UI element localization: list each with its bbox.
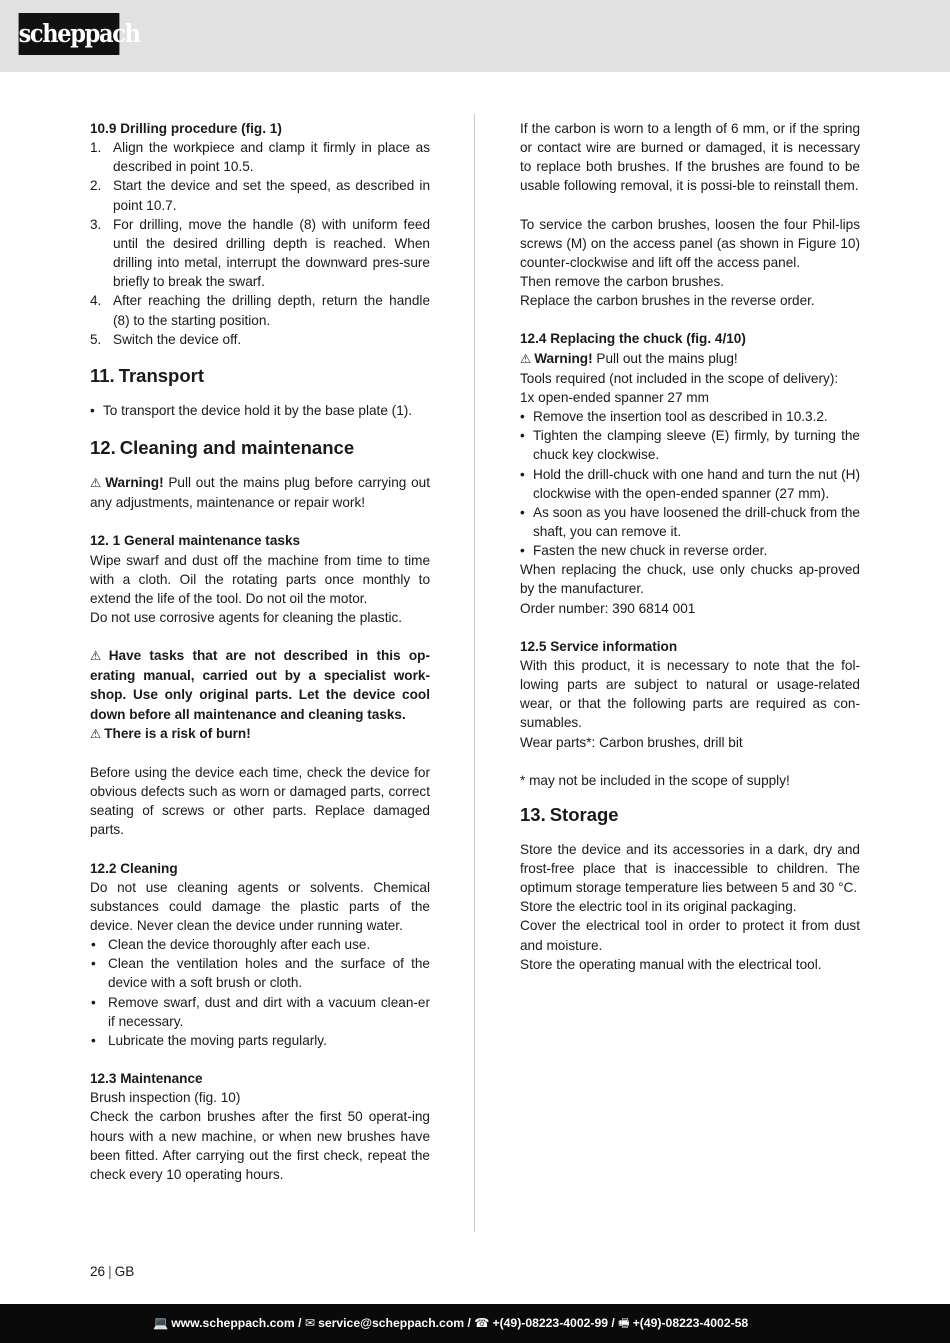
drilling-step bbox=[90, 215, 430, 292]
scheppach-logo: scheppach bbox=[19, 13, 120, 55]
step-number: 3. bbox=[90, 216, 102, 232]
footnote: * may not be included in the scope of supply! bbox=[520, 772, 790, 788]
step-text: For drilling, move the handle (8) with uniform feed until the desired drilling depth is reached. When drilling into metal, interrupt the downward pres-sure briefly to break the swarf. bbox=[113, 216, 430, 290]
page-number: 26 | GB bbox=[90, 1264, 135, 1279]
paragraph: Wipe swarf and dust off the machine from time to time with a cloth. Oil the rotating parts once monthly to extend the life of the tool. Do not oil the motor. bbox=[90, 552, 430, 606]
warning-text: Pull out the mains plug before carrying out any adjustments, maintenance or repair work! bbox=[90, 475, 430, 511]
chuck-warning bbox=[520, 349, 860, 369]
transport-list bbox=[90, 401, 430, 420]
page-header bbox=[0, 0, 950, 72]
step-text: Start the device and set the speed, as described in point 10.7. bbox=[113, 178, 430, 213]
section-12-1-title: 12. 1 General maintenance tasks bbox=[90, 533, 301, 549]
paragraph: Store the operating manual with the electrical tool. bbox=[520, 956, 822, 972]
list-item: • Remove swarf, dust and dirt with a vacuum clean-er if necessary. bbox=[90, 993, 430, 1031]
list-item: • Clean the ventilation holes and the surface of the device with a soft brush or cloth. bbox=[90, 954, 430, 992]
step-number: 4. bbox=[90, 293, 102, 309]
paragraph: Brush inspection (fig. 10) bbox=[90, 1090, 241, 1106]
section-number: 11. bbox=[90, 364, 115, 386]
list-item: • Remove the insertion tool as described in 10.3.2. bbox=[520, 407, 860, 426]
step-text: Align the workpiece and clamp it firmly in place as described in point 10.5. bbox=[113, 140, 430, 175]
section-title: Storage bbox=[549, 803, 619, 825]
paragraph: When replacing the chuck, use only chucks ap-proved by the manufacturer. bbox=[520, 562, 860, 597]
section-title: Cleaning and maintenance bbox=[119, 437, 355, 459]
chuck-steps-list bbox=[520, 407, 860, 560]
step-number: 1. bbox=[90, 140, 102, 156]
specialist-warning bbox=[90, 646, 430, 724]
fax-icon: 🖷 bbox=[618, 1316, 630, 1330]
paragraph: With this product, it is necessary to note that the fol-lowing parts are subject to natural or usage-related wear, or that the following parts are required as con-sumables. bbox=[520, 657, 860, 731]
step-text: After reaching the drilling depth, return the handle (8) to the starting position. bbox=[113, 293, 430, 328]
warning-text: There is a risk of burn! bbox=[104, 725, 251, 741]
list-item: • Lubricate the moving parts regularly. bbox=[90, 1031, 430, 1050]
drilling-step bbox=[90, 330, 430, 349]
maintenance-warning bbox=[90, 473, 430, 512]
section-10-9-title: 10.9 Drilling procedure (fig. 1) bbox=[90, 121, 282, 136]
paragraph: 1x open-ended spanner 27 mm bbox=[520, 389, 709, 405]
email-link[interactable]: service@scheppach.com bbox=[318, 1316, 465, 1330]
step-number: 2. bbox=[90, 178, 102, 194]
paragraph: If the carbon is worn to a length of 6 mm, or if the spring or contact wire are burned or damaged, it is necessary to replace both brushes. If the brushes are found to be usable following removal, it is possi-ble to reinstall them. bbox=[520, 121, 860, 194]
drilling-step bbox=[90, 138, 430, 176]
warning-icon: ⚠ bbox=[90, 726, 102, 741]
section-number: 12. bbox=[90, 437, 116, 459]
step-number: 5. bbox=[90, 331, 102, 347]
burn-warning bbox=[90, 724, 430, 744]
drilling-step bbox=[90, 176, 430, 214]
phone-number: +(49)-08223-4002-99 bbox=[492, 1316, 608, 1330]
list-item: • Tighten the clamping sleeve (E) firmly, by turning the chuck key clockwise. bbox=[520, 426, 860, 464]
drilling-steps bbox=[90, 138, 430, 349]
section-12-heading bbox=[90, 435, 430, 461]
section-11-heading bbox=[90, 363, 430, 389]
warning-label: Warning! bbox=[534, 350, 593, 366]
phone-icon: ☎ bbox=[474, 1316, 490, 1330]
list-item: • To transport the device hold it by the base plate (1). bbox=[90, 401, 430, 420]
paragraph: Before using the device each time, check the device for obvious defects such as worn or damaged parts, correct seating of screws or other parts. Replace damaged parts. bbox=[90, 764, 430, 838]
step-text: Switch the device off. bbox=[113, 331, 242, 347]
warning-label: Warning! bbox=[105, 475, 164, 491]
cleaning-list bbox=[90, 935, 430, 1050]
order-number: Order number: 390 6814 001 bbox=[520, 600, 696, 616]
paragraph: Wear parts*: Carbon brushes, drill bit bbox=[520, 734, 743, 750]
paragraph: Check the carbon brushes after the first 50 operat-ing hours with a new machine, or when new brushes have been fitted. After carrying out the first check, repeat the check every 10 operating hours. bbox=[90, 1109, 430, 1182]
footer-contact-bar bbox=[0, 1304, 950, 1343]
section-13-heading bbox=[520, 802, 860, 828]
language-code: GB bbox=[114, 1264, 135, 1279]
page-number-value: 26 bbox=[90, 1264, 106, 1279]
mail-icon: ✉ bbox=[304, 1316, 316, 1330]
list-item: • Hold the drill-chuck with one hand and turn the nut (H) clockwise with the open-ended spanner (27 mm). bbox=[520, 465, 860, 503]
computer-icon: 💻 bbox=[153, 1316, 169, 1330]
list-item: • Fasten the new chuck in reverse order. bbox=[520, 541, 860, 560]
warning-text: Pull out the mains plug! bbox=[592, 350, 738, 366]
fax-number: +(49)-08223-4002-58 bbox=[632, 1316, 749, 1330]
paragraph: Store the electric tool in its original packaging. bbox=[520, 899, 797, 915]
column-divider bbox=[474, 114, 475, 1232]
warning-icon: ⚠ bbox=[520, 351, 532, 366]
paragraph: Then remove the carbon brushes. bbox=[520, 274, 725, 290]
section-number: 13. bbox=[520, 803, 546, 825]
warning-icon: ⚠ bbox=[90, 649, 106, 664]
warning-text: Have tasks that are not described in this op-erating manual, carried out by a specialist work-shop. Use only original parts. Let the device cool down before all maintenance and cleaning tasks. bbox=[90, 648, 430, 722]
section-12-5-title: 12.5 Service information bbox=[520, 638, 678, 654]
paragraph: Tools required (not included in the scope of delivery): bbox=[520, 370, 839, 386]
section-12-2-title: 12.2 Cleaning bbox=[90, 860, 178, 876]
separator: / bbox=[464, 1316, 475, 1330]
paragraph: To service the carbon brushes, loosen the four Phil-lips screws (M) on the access panel (as shown in Figure 10) counter-clockwise and lift off the access panel. bbox=[520, 216, 860, 270]
paragraph: Do not use cleaning agents or solvents. Chemical substances could damage the plastic parts of the device. Never clean the device under running water. bbox=[90, 879, 430, 933]
left-column bbox=[90, 119, 430, 1184]
list-item: • As soon as you have loosened the drill-chuck from the shaft, you can remove it. bbox=[520, 503, 860, 541]
paragraph: Cover the electrical tool in order to protect it from dust and moisture. bbox=[520, 918, 860, 953]
website-link[interactable]: www.scheppach.com bbox=[171, 1316, 295, 1330]
right-column bbox=[520, 119, 860, 974]
warning-icon: ⚠ bbox=[90, 476, 103, 491]
list-item: • Clean the device thoroughly after each use. bbox=[90, 935, 430, 954]
paragraph: Store the device and its accessories in a dark, dry and frost-free place that is inaccessible to children. The optimum storage temperature lies between 5 and 30 °C. bbox=[520, 841, 860, 896]
section-title: Transport bbox=[118, 364, 205, 386]
separator: / bbox=[608, 1316, 619, 1330]
paragraph: Replace the carbon brushes in the reverse order. bbox=[520, 293, 815, 309]
paragraph: Do not use corrosive agents for cleaning the plastic. bbox=[90, 609, 403, 625]
drilling-step bbox=[90, 291, 430, 329]
section-12-3-title: 12.3 Maintenance bbox=[90, 1071, 203, 1087]
separator: / bbox=[294, 1316, 305, 1330]
section-12-4-title: 12.4 Replacing the chuck (fig. 4/10) bbox=[520, 331, 746, 347]
